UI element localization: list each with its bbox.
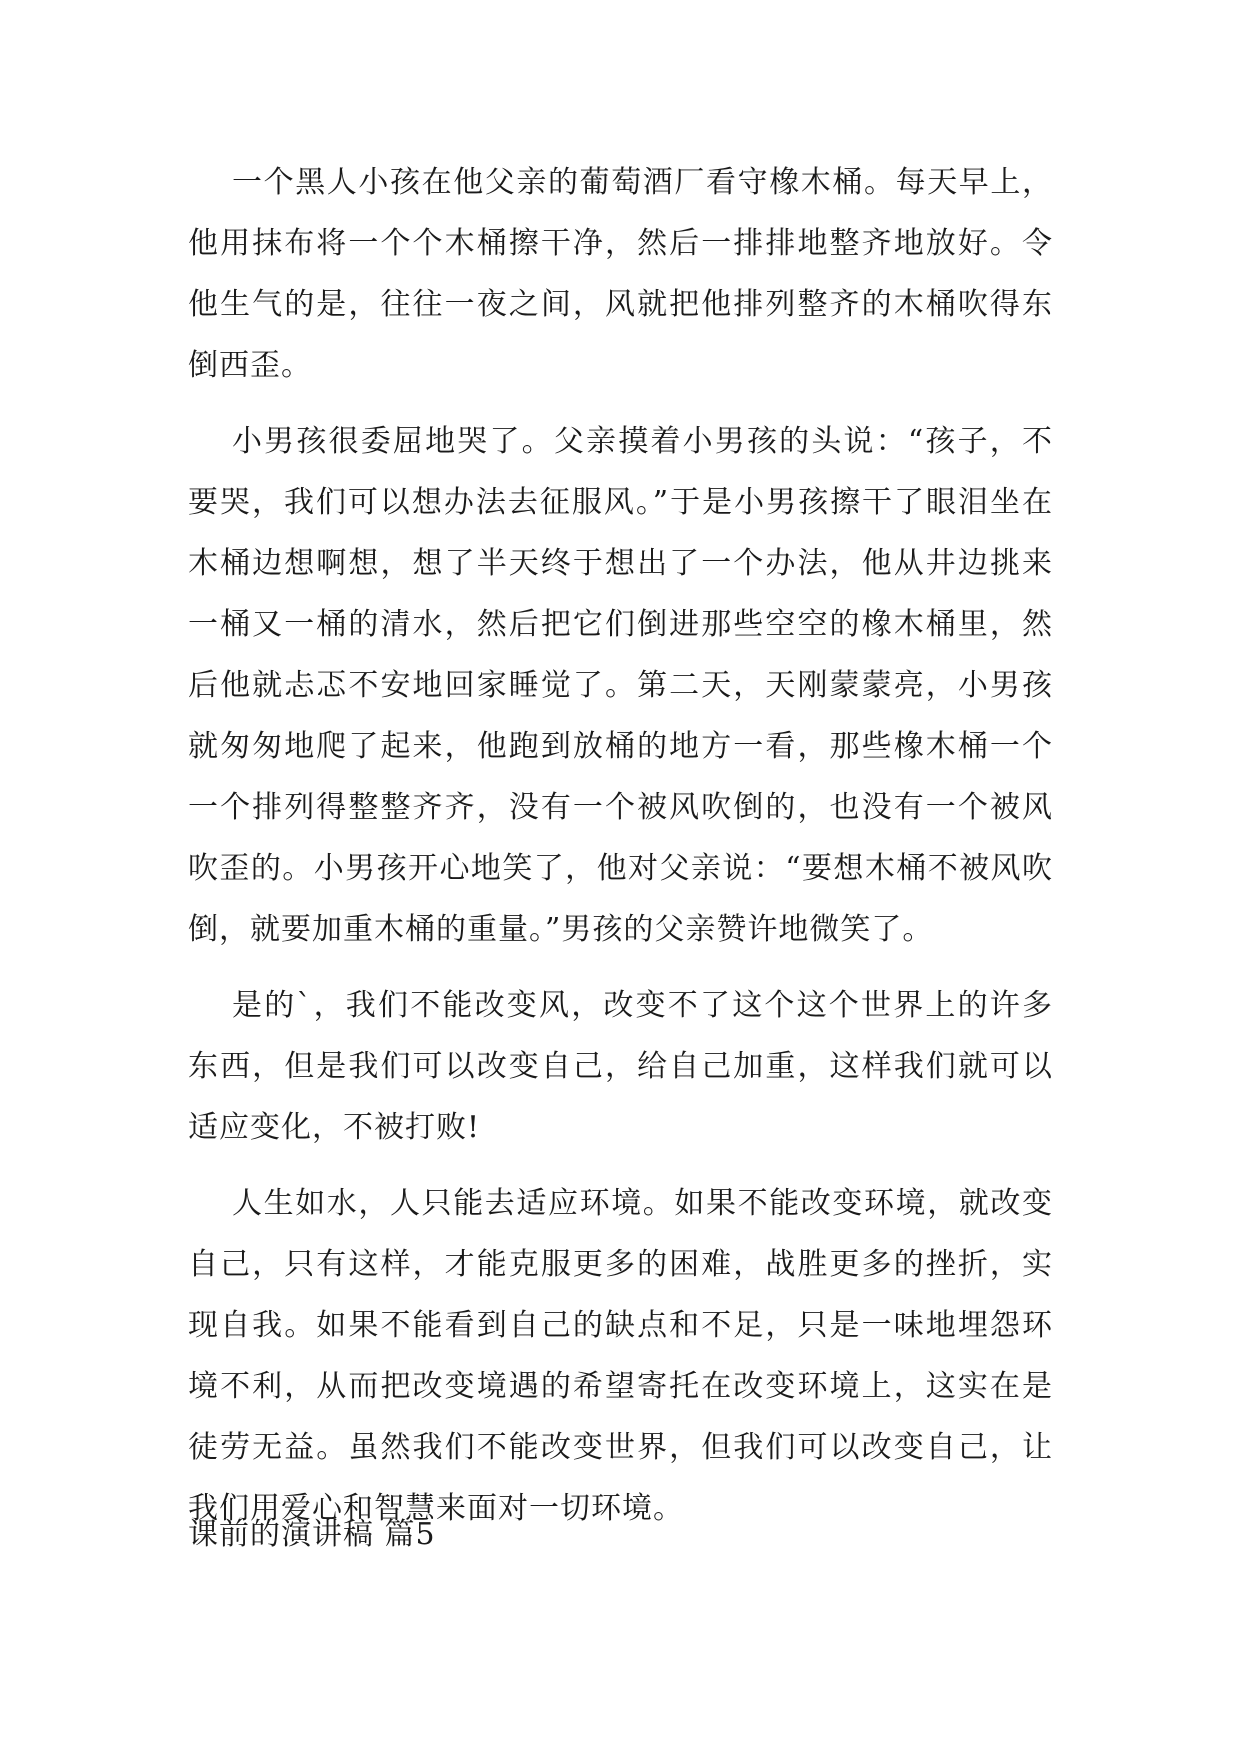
paragraph-wine-barrels: 一个黑人小孩在他父亲的葡萄酒厂看守橡木桶。每天早上，他用抹布将一个个木桶擦干净，然后一排排地整齐地放好。令他生气的是，往往一夜之间，风就把他排列整齐的木桶吹得东倒西歪。	[188, 165, 1053, 383]
section-heading: 课前的演讲稿 篇5	[188, 1517, 436, 1552]
paragraph-change-ourselves: 是的`，我们不能改变风，改变不了这个这个世界上的许多东西，但是我们可以改变自己，给自己加重，这样我们就可以适应变化，不被打败!	[188, 988, 1053, 1145]
paragraph-life-like-water: 人生如水，人只能去适应环境。如果不能改变环境，就改变自己，只有这样，才能克服更多的困难，战胜更多的挫折，实现自我。如果不能看到自己的缺点和不足，只是一味地埋怨环境不利，从而把改变境遇的希望寄托在改变环境上，这实在是徒劳无益。虽然我们不能改变世界，但我们可以改变自己，让我们用爱心和智慧来面对一切环境。	[188, 1186, 1053, 1526]
document-body	[188, 152, 1053, 1554]
paragraph-boy-and-father: 小男孩很委屈地哭了。父亲摸着小男孩的头说：“孩子，不要哭，我们可以想办法去征服风。”于是小男孩擦干了眼泪坐在木桶边想啊想，想了半天终于想出了一个办法，他从井边挑来一桶又一桶的清水，然后把它们倒进那些空空的橡木桶里，然后他就忐忑不安地回家睡觉了。第二天，天刚蒙蒙亮，小男孩就匆匆地爬了起来，他跑到放桶的地方一看，那些橡木桶一个一个排列得整整齐齐，没有一个被风吹倒的，也没有一个被风吹歪的。小男孩开心地笑了，他对父亲说：“要想木桶不被风吹倒，就要加重木桶的重量。”男孩的父亲赞许地微笑了。	[188, 424, 1053, 947]
